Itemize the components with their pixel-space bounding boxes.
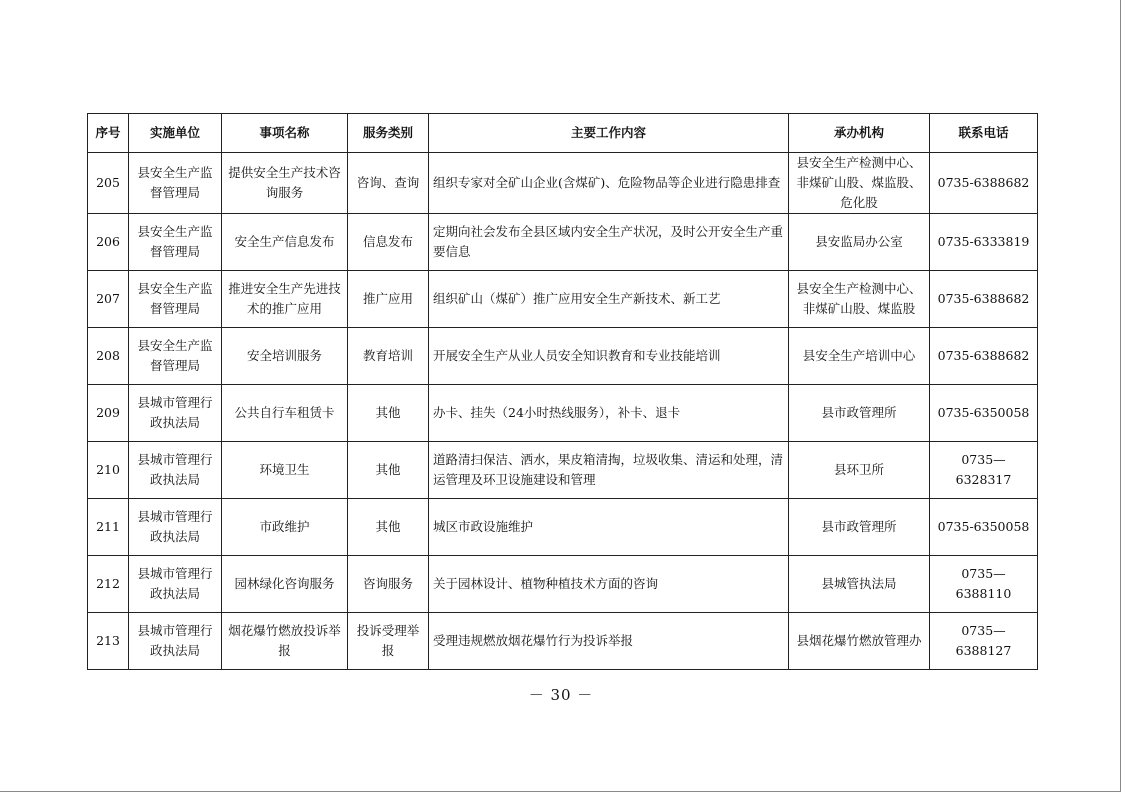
cell-seq: 206 (88, 214, 129, 271)
table-row (88, 153, 1038, 214)
cell-item: 安全培训服务 (222, 328, 348, 385)
table-body (88, 153, 1038, 670)
header-seq: 序号 (88, 114, 129, 153)
cell-item: 园林绿化咨询服务 (222, 556, 348, 613)
cell-agency: 县安全生产检测中心、非煤矿山股、煤监股 (789, 271, 930, 328)
cell-seq: 209 (88, 385, 129, 442)
cell-category: 其他 (348, 442, 429, 499)
cell-phone: 0735-6333819 (930, 214, 1038, 271)
cell-content: 道路清扫保洁、洒水，果皮箱清掏，垃圾收集、清运和处理，清运管理及环卫设施建设和管理 (429, 442, 789, 499)
cell-agency: 县安全生产检测中心、非煤矿山股、煤监股、危化股 (789, 153, 930, 214)
table-row (88, 271, 1038, 328)
header-category: 服务类别 (348, 114, 429, 153)
cell-agency: 县城管执法局 (789, 556, 930, 613)
cell-phone: 0735—6388110 (930, 556, 1038, 613)
cell-content: 城区市政设施维护 (429, 499, 789, 556)
cell-seq: 212 (88, 556, 129, 613)
header-item: 事项名称 (222, 114, 348, 153)
cell-agency: 县市政管理所 (789, 385, 930, 442)
table-row (88, 499, 1038, 556)
cell-unit: 县安全生产监督管理局 (129, 328, 222, 385)
cell-agency: 县环卫所 (789, 442, 930, 499)
cell-unit: 县安全生产监督管理局 (129, 214, 222, 271)
cell-content: 开展安全生产从业人员安全知识教育和专业技能培训 (429, 328, 789, 385)
page-number: － 30 － (528, 686, 594, 704)
cell-content: 关于园林设计、植物种植技术方面的咨询 (429, 556, 789, 613)
cell-item: 市政维护 (222, 499, 348, 556)
cell-category: 其他 (348, 385, 429, 442)
cell-item: 烟花爆竹燃放投诉举报 (222, 613, 348, 670)
cell-content: 定期向社会发布全县区域内安全生产状况，及时公开安全生产重要信息 (429, 214, 789, 271)
cell-category: 教育培训 (348, 328, 429, 385)
cell-seq: 205 (88, 153, 129, 214)
cell-unit: 县城市管理行政执法局 (129, 385, 222, 442)
header-phone: 联系电话 (930, 114, 1038, 153)
cell-content: 组织矿山（煤矿）推广应用安全生产新技术、新工艺 (429, 271, 789, 328)
cell-content: 组织专家对全矿山企业(含煤矿)、危险物品等企业进行隐患排查 (429, 153, 789, 214)
cell-seq: 213 (88, 613, 129, 670)
cell-unit: 县安全生产监督管理局 (129, 153, 222, 214)
cell-item: 环境卫生 (222, 442, 348, 499)
cell-phone: 0735—6388127 (930, 613, 1038, 670)
cell-seq: 211 (88, 499, 129, 556)
cell-phone: 0735-6388682 (930, 328, 1038, 385)
cell-item: 安全生产信息发布 (222, 214, 348, 271)
cell-item: 公共自行车租赁卡 (222, 385, 348, 442)
header-content: 主要工作内容 (429, 114, 789, 153)
cell-unit: 县城市管理行政执法局 (129, 442, 222, 499)
service-table (87, 113, 1038, 670)
cell-agency: 县安全生产培训中心 (789, 328, 930, 385)
cell-unit: 县城市管理行政执法局 (129, 499, 222, 556)
cell-phone: 0735-6350058 (930, 499, 1038, 556)
cell-unit: 县城市管理行政执法局 (129, 556, 222, 613)
cell-category: 投诉受理举报 (348, 613, 429, 670)
header-agency: 承办机构 (789, 114, 930, 153)
cell-content: 受理违规燃放烟花爆竹行为投诉举报 (429, 613, 789, 670)
cell-unit: 县安全生产监督管理局 (129, 271, 222, 328)
cell-category: 其他 (348, 499, 429, 556)
cell-agency: 县安监局办公室 (789, 214, 930, 271)
cell-phone: 0735-6388682 (930, 271, 1038, 328)
table-row (88, 613, 1038, 670)
table-row (88, 442, 1038, 499)
cell-seq: 207 (88, 271, 129, 328)
cell-seq: 210 (88, 442, 129, 499)
table-header-row (88, 114, 1038, 153)
cell-item: 提供安全生产技术咨询服务 (222, 153, 348, 214)
table-row (88, 556, 1038, 613)
cell-item: 推进安全生产先进技术的推广应用 (222, 271, 348, 328)
cell-category: 推广应用 (348, 271, 429, 328)
table-row (88, 385, 1038, 442)
cell-category: 咨询服务 (348, 556, 429, 613)
cell-category: 咨询、查询 (348, 153, 429, 214)
cell-phone: 0735-6350058 (930, 385, 1038, 442)
cell-agency: 县烟花爆竹燃放管理办 (789, 613, 930, 670)
cell-content: 办卡、挂失（24小时热线服务），补卡、退卡 (429, 385, 789, 442)
cell-phone: 0735—6328317 (930, 442, 1038, 499)
cell-category: 信息发布 (348, 214, 429, 271)
cell-phone: 0735-6388682 (930, 153, 1038, 214)
table-row (88, 328, 1038, 385)
cell-agency: 县市政管理所 (789, 499, 930, 556)
cell-seq: 208 (88, 328, 129, 385)
cell-unit: 县城市管理行政执法局 (129, 613, 222, 670)
table-row (88, 214, 1038, 271)
header-unit: 实施单位 (129, 114, 222, 153)
